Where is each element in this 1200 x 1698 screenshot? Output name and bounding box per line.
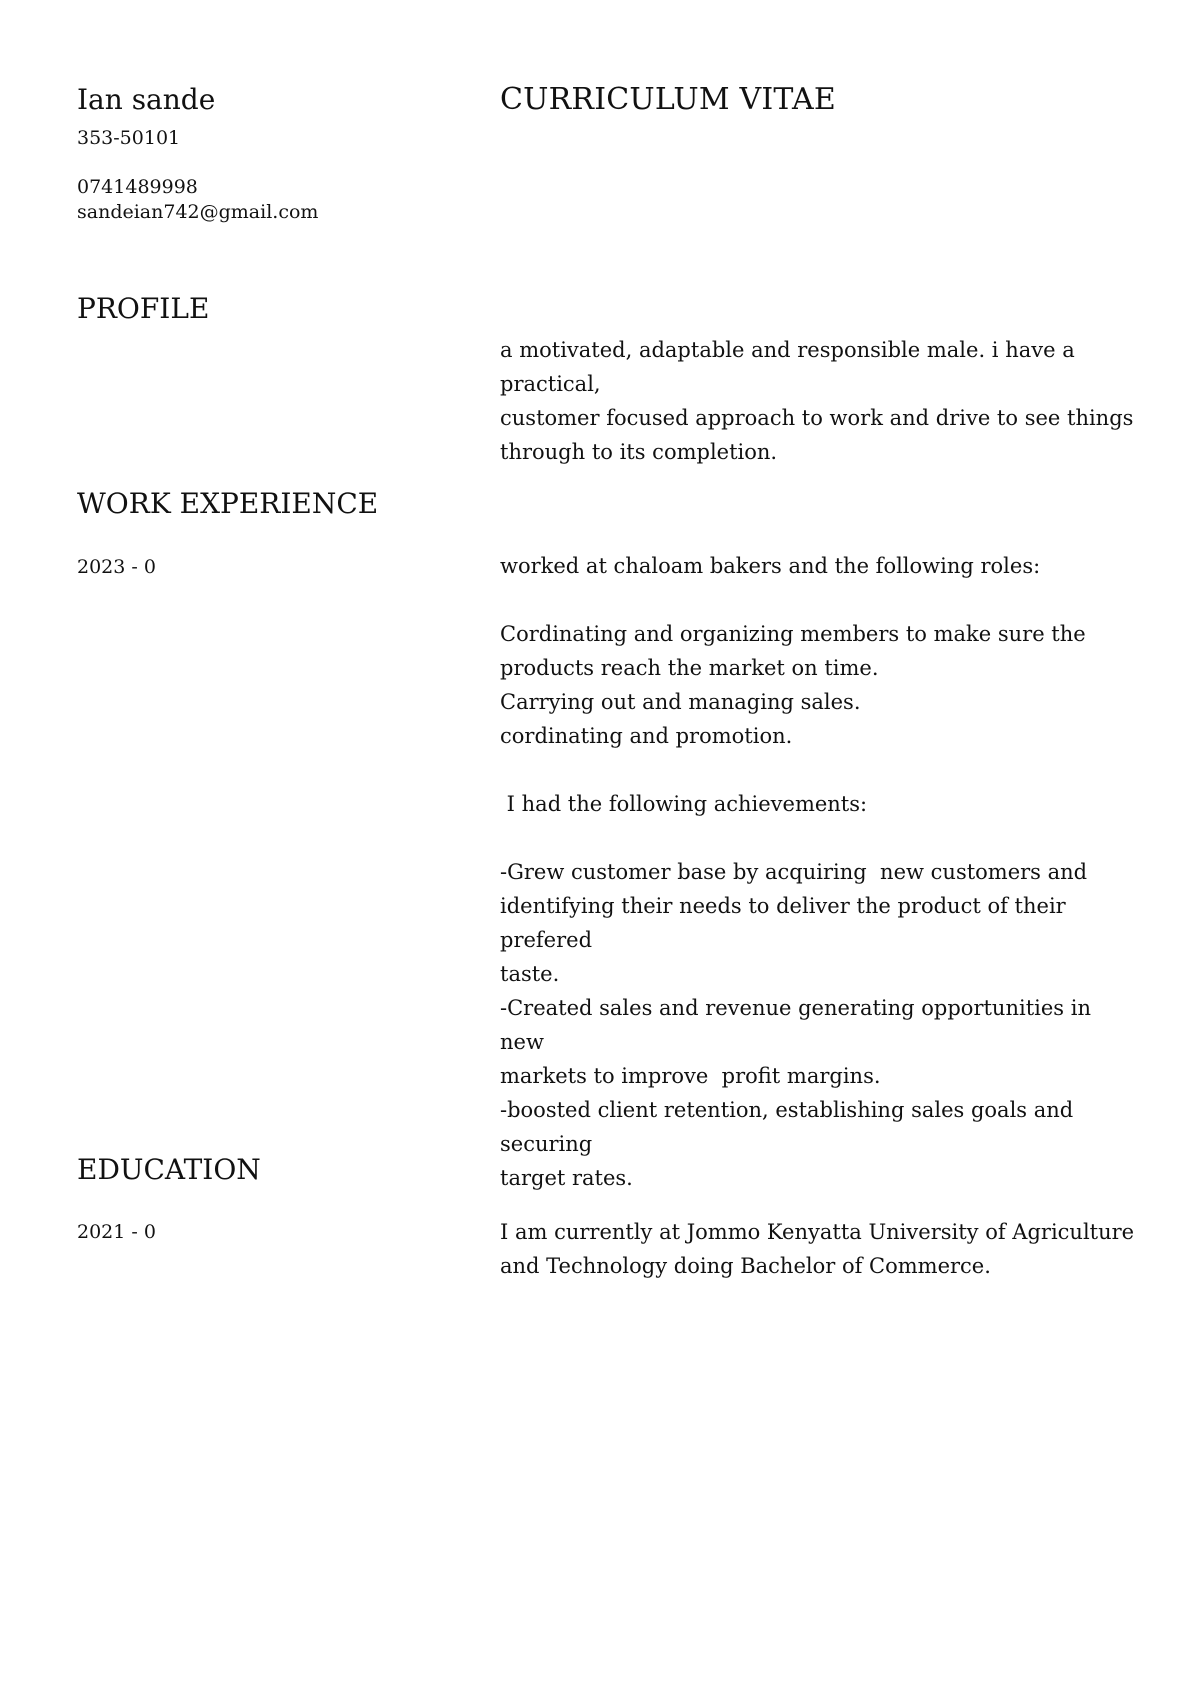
role-line: Cordinating and organizing members to make sure the — [500, 622, 1086, 646]
education-text — [500, 1215, 1140, 1283]
achievement-line: taste. — [500, 962, 560, 986]
work-date: 2023 - 0 — [77, 556, 156, 578]
profile-line: through to its completion. — [500, 440, 778, 464]
education-date: 2021 - 0 — [77, 1221, 156, 1243]
achievements-intro: I had the following achievements: — [500, 792, 868, 816]
profile-line: customer focused approach to work and drive to see things — [500, 406, 1134, 430]
spacer — [500, 583, 1140, 617]
work-experience-heading: WORK EXPERIENCE — [77, 487, 379, 520]
spacer — [500, 753, 1140, 787]
profile-heading: PROFILE — [77, 292, 210, 325]
achievement-line: identifying their needs to deliver the product of their prefered — [500, 894, 1066, 952]
education-line: I am currently at Jommo Kenyatta University of Agriculture — [500, 1220, 1135, 1244]
achievement-line: target rates. — [500, 1166, 633, 1190]
achievement-line: -boosted client retention, establishing sales goals and securing — [500, 1098, 1074, 1156]
role-line: products reach the market on time. — [500, 656, 879, 680]
phone-number: 0741489998 — [77, 176, 198, 198]
achievement-line: markets to improve profit margins. — [500, 1064, 881, 1088]
role-line: Carrying out and managing sales. — [500, 690, 861, 714]
address: 353-50101 — [77, 127, 181, 149]
role-line: cordinating and promotion. — [500, 724, 793, 748]
work-intro: worked at chaloam bakers and the following roles: — [500, 554, 1041, 578]
document-title: CURRICULUM VITAE — [500, 82, 836, 117]
spacer — [500, 821, 1140, 855]
profile-text — [500, 333, 1140, 469]
candidate-name: Ian sande — [77, 83, 216, 116]
work-experience-text — [500, 549, 1140, 1195]
contact-block — [77, 175, 318, 225]
education-line: and Technology doing Bachelor of Commerce. — [500, 1254, 991, 1278]
profile-line: a motivated, adaptable and responsible male. i have a practical, — [500, 338, 1075, 396]
education-heading: EDUCATION — [77, 1153, 261, 1186]
achievement-line: -Created sales and revenue generating opportunities in new — [500, 996, 1091, 1054]
email-address: sandeian742@gmail.com — [77, 201, 319, 223]
achievement-line: -Grew customer base by acquiring new customers and — [500, 860, 1088, 884]
